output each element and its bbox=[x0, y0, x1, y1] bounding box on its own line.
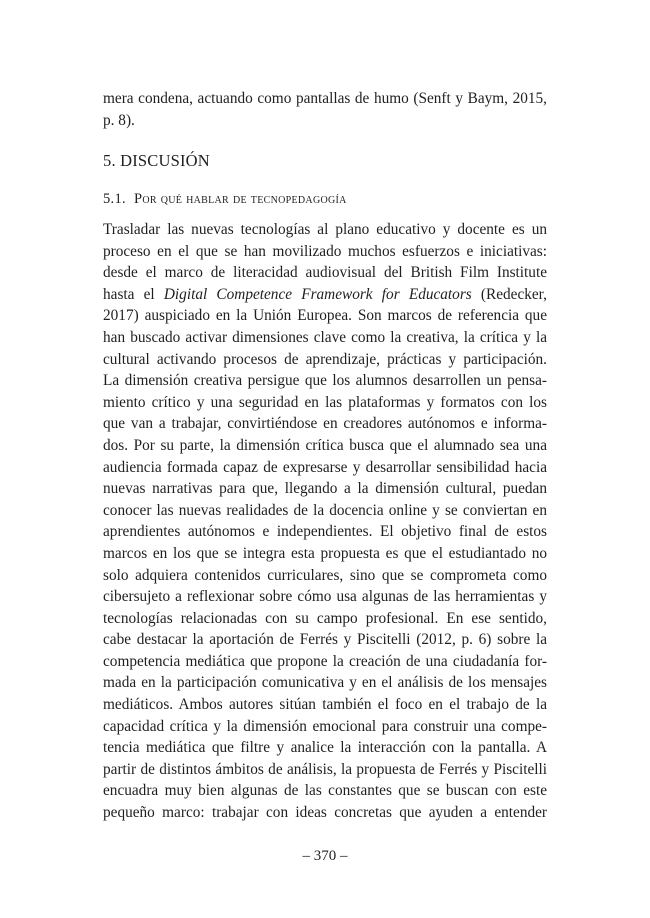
text-line: que van a trabajar, convirtiéndose en creadores autónomos e informa- bbox=[103, 415, 547, 433]
subsection-heading bbox=[103, 191, 347, 208]
body-paragraph bbox=[103, 219, 547, 824]
text-line: aprendientes autónomos e independientes. El objetivo final de estos bbox=[103, 523, 547, 541]
text-line: competencia mediática que propone la creación de una ciudadanía for- bbox=[103, 652, 547, 670]
text-line: audiencia formada capaz de expresarse y desarrollar sensibilidad hacia bbox=[103, 458, 547, 476]
text-line: mada en la participación comunicativa y en el análisis de los mensajes bbox=[103, 674, 547, 692]
text-segment: (Redecker, bbox=[471, 285, 547, 303]
text-line: 2017) auspiciado en la Unión Europea. Son marcos de referencia que bbox=[103, 307, 547, 325]
text-line: pequeño marco: trabajar con ideas concretas que ayuden a entender bbox=[103, 804, 547, 822]
text-line: La dimensión creativa persigue que los alumnos desarrollen un pensa- bbox=[103, 372, 547, 390]
text-line: dos. Por su parte, la dimensión crítica busca que el alumnado sea una bbox=[103, 436, 547, 454]
text-line: cultural activando procesos de aprendizaje, prácticas y participación. bbox=[103, 350, 547, 368]
intro-text bbox=[103, 88, 547, 131]
text-line: solo adquiera contenidos curriculares, sino que se comprometa como bbox=[103, 566, 547, 584]
text-line: cibersujeto a reflexionar sobre cómo usa algunas de las herramientas y bbox=[103, 588, 547, 606]
text-line: miento crítico y una seguridad en las plataformas y formatos con los bbox=[103, 393, 547, 411]
text-line: tencia mediática que filtre y analice la interacción con la pantalla. A bbox=[103, 739, 547, 757]
text-line: nuevas narrativas para que, llegando a la dimensión cultural, puedan bbox=[103, 480, 547, 498]
subsection-number: 5.1. bbox=[103, 191, 126, 207]
text-line: capacidad crítica y la dimensión emocional para construir una compe- bbox=[103, 717, 547, 735]
text-segment: hasta el bbox=[103, 285, 164, 303]
section-heading: 5. DISCUSIÓN bbox=[103, 151, 210, 170]
text-line: partir de distintos ámbitos de análisis, la propuesta de Ferrés y Piscitelli bbox=[103, 760, 547, 778]
body-text bbox=[103, 219, 547, 824]
text-line: conocer las nuevas realidades de la docencia online y se conviertan en bbox=[103, 501, 547, 519]
text-line: han buscado activar dimensiones clave como la creativa, la crítica y la bbox=[103, 328, 547, 346]
text-line: mera condena, actuando como pantallas de humo (Senft y Baym, 2015, bbox=[103, 90, 547, 107]
intro-paragraph bbox=[103, 88, 547, 131]
page-number: – 370 – bbox=[302, 848, 348, 864]
subsection-title: Por qué hablar de tecnopedagogía bbox=[133, 191, 347, 207]
text-line: Trasladar las nuevas tecnologías al plano educativo y docente es un bbox=[103, 221, 547, 238]
text-line: mediáticos. Ambos autores sitúan también el foco en el trabajo de la bbox=[103, 696, 547, 714]
text-line: p. 8). bbox=[103, 111, 135, 129]
text-line: encuadra muy bien algunas de las constantes que se buscan con este bbox=[103, 782, 547, 800]
text-line: desde el marco de literacidad audiovisual del British Film Institute bbox=[103, 264, 547, 282]
text-line: marcos en los que se integra esta propuesta es que el estudiantado no bbox=[103, 544, 547, 562]
text-line: tecnologías relacionadas con su campo profesional. En ese sentido, bbox=[103, 609, 547, 627]
text-line: cabe destacar la aportación de Ferrés y Piscitelli (2012, p. 6) sobre la bbox=[103, 631, 547, 649]
italic-title: Digital Competence Framework for Educators bbox=[163, 285, 472, 303]
text-line bbox=[103, 284, 547, 306]
text-line: proceso en el que se han movilizado muchos esfuerzos e iniciativas: bbox=[103, 242, 547, 260]
